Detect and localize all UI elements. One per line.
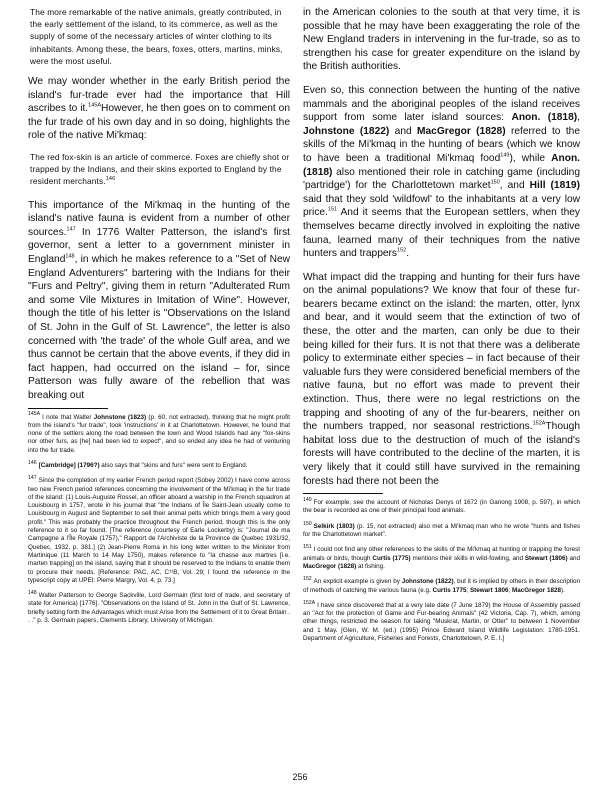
paragraph: in the American colonies to the south at that very time, it is possible that he may have been exaggerating the role of the New England traders in intervening in the fur-trade, so as to strengthen his case for greater expenditure on the island by the British authorities. — [303, 7, 580, 73]
paragraph — [303, 271, 580, 489]
text-span: And it seems that the European settlers, when they themselves became directly involved in exploiting the native fauna, learned many of their techniques from the native hunters and trappers — [303, 207, 580, 260]
footnote-number: 147 — [28, 475, 37, 482]
text-span: An explicit example is given by — [313, 578, 402, 586]
footnote-ref: 149 — [500, 152, 510, 159]
text-span: mentions their skills in wild-fowling, and — [410, 554, 525, 562]
footnote-ref: 151 — [327, 206, 338, 213]
text-span: , and — [499, 180, 530, 192]
footnote-number: 149 — [303, 497, 312, 504]
footnote-146 — [28, 459, 290, 470]
text-span: Walter Patterson to George Sackville, Lord Germain (first lord of trade, and secretary of state for America) [1776]. "Observations on the Island of St. John in the Gulf of St. Lawrence, briefly setting forth the Advantages which must Arise from the Settlement of it to Great Britain . . ." p. 3. Germain papers, Clements Library, University of Michigan. — [28, 592, 290, 625]
paragraph — [303, 84, 580, 261]
footnote-number: 152A — [303, 599, 316, 606]
text-span: I could not find any other references to the skills of the Mi'kmaq at hunting or trapping the forest animals or birds, though — [303, 546, 580, 562]
footnote-150 — [303, 520, 580, 540]
footnote-149 — [303, 499, 580, 516]
text-span: , but it is implied by others in their description of methods of catching the various fauna (e.g. — [303, 578, 580, 594]
page-number: 256 — [292, 772, 308, 782]
footnote-ref: 146 — [105, 176, 116, 183]
citation: Johnstone (1822) — [303, 125, 390, 137]
citation: MacGregor (1828) — [417, 125, 506, 137]
footnote-ref: 152 — [397, 247, 407, 254]
footnote-ref: 150 — [490, 179, 500, 186]
footnote-divider — [28, 408, 108, 409]
text-span: , — [577, 112, 580, 124]
block-quote — [30, 151, 290, 188]
footnote-number: 148 — [28, 590, 37, 597]
text-span: In 1776 Walter Patterson, the island's first governor, sent a letter to a government minister in England — [28, 226, 290, 265]
text-span: ). — [561, 586, 565, 594]
footnote-145a — [28, 411, 290, 455]
text-span: said that they sold 'wildfowl' to the inhabitants at a very low price. — [303, 193, 580, 219]
right-column — [303, 6, 580, 643]
text-span: and — [389, 125, 418, 137]
text-span: What impact did the trapping and hunting for their furs have on the animal populations? We know that four of these fur-bearers became extinct on the island: the marten, otter, lynx and bear, and it would seem that the extinction of two of these, the otter and the marten, can only be due to their being killed for their furs. It is not that there was a deliberate policy to exterminate either species – in fact because of their valuable furs they were considered beneficial members of the native fauna, but no effort was made to prevent their extinction. Thus, there were no legal restrictions on the trapping and shooting of any of the fur-bearers, neither on the numbers trapped, nor seasonal restrictions. — [303, 271, 580, 433]
left-column — [28, 6, 290, 625]
citation: Curtis (1775) — [372, 554, 411, 562]
footnote-ref: 152A — [532, 420, 546, 427]
citation: Johnstone (1822) — [401, 578, 454, 586]
footnote-152a — [303, 599, 580, 643]
footnote-divider — [303, 493, 383, 494]
footnote-ref: 147 — [66, 226, 76, 233]
text-span: referred to the skills of the Mi'kmaq in the hunting of bears (which we know to have been a traditional Mi'kmaq food — [303, 125, 580, 164]
footnote-151 — [303, 546, 580, 571]
footnote-number: 151 — [303, 544, 312, 551]
text-span: This importance of the Mi'kmaq in the hunting of the island's native fauna is evident from a number of other sources. — [28, 199, 290, 238]
text-span: at fishing. — [356, 562, 385, 570]
text-span: ), while — [509, 152, 552, 164]
text-span: also mentioned their role in catching game (including 'partridge') for the Charlottetown market — [303, 166, 580, 192]
block-quote: The more remarkable of the native animals, greatly contributed, in the early settlement of the island, to its commerce, as well as the supply of some of the necessary articles of winter clothing to its inhabitants. Among these, the bears, foxes, otters, martins, minks, were the most useful. — [30, 7, 283, 66]
citation: [Cambridge] (1796?) — [38, 461, 100, 469]
footnote-number: 146 — [28, 459, 37, 466]
text-span: The red fox-skin is an article of commerce. Foxes are chiefly shot or trapped by the Indians, and their skins exported to England by the resident merchants. — [30, 151, 290, 187]
text-span: We may wonder whether in the early British period the island's fur-trade ever had the importance that Hill ascribes to it. — [28, 76, 290, 115]
footnote-number: 152 — [303, 576, 312, 583]
text-span: I note that Walter — [42, 413, 94, 421]
text-span: Even so, this connection between the hunting of the native mammals and the aboriginal peoples of the island receives support from some later island sources: — [303, 84, 580, 124]
citation: MacGregor (1828) — [303, 562, 357, 570]
text-span: (p. 15, not extracted) also met a Mi'kmaq man who he wrote "hunts and fishes for the Charlottetown market". — [303, 522, 580, 539]
footnote-number: 145A — [28, 411, 41, 418]
footnote-147 — [28, 477, 290, 585]
footnote-ref: 148 — [65, 253, 75, 260]
text-span: I have since discovered that at a very late date (7 June 1879) the House of Assembly passed an "Act for the protection of Game and Fur-bearing Animals" (42 Victoria, Cap. 7), which, among other things, restricted the season for taking "Muskrat, Martin, or Otter" to between 1 November and 1 May. [Glen, W. M. (ed.) (1995) Prince Edward Island Wildlife Legislation: 1780-1951. Department of Agriculture, Fisheries and Forests, Charlottetown, P. E. I.] — [303, 601, 580, 643]
text-span: For example, see the account of Nicholas Denys of 1672 (in Ganong 1908, p. 597), in which the bear is recorded as one of their principal food animals. — [303, 499, 580, 515]
text-span: ; — [508, 586, 512, 594]
text-span: However, he then goes on to comment on the fur trade of his own day and in so doing, highlights the role of the native Mi'kmaq: — [28, 103, 290, 142]
text-span: and — [567, 554, 580, 562]
paragraph — [28, 75, 290, 143]
citation: Johnstone (1823) — [93, 413, 147, 421]
citation: Stewart 1806 — [469, 586, 509, 594]
citation: Anon. (1818) — [511, 112, 578, 124]
text-span: (p. 60, not extracted), thinking that he might profit from the island's "fur trade", took 'instructions' in it at Charlottetown. However, he found that none of the settlers along the road between the town and Wood Islands had any "fox-skins nor other furs, as [he] had been led to expect", and so ended any idea he had of venturing into the fur trade. — [28, 413, 290, 454]
footnote-148 — [28, 592, 290, 625]
text-span: ; — [466, 586, 470, 594]
citation: Anon. (1818) — [303, 152, 580, 178]
footnote-number: 150 — [303, 520, 312, 527]
text-span: . — [406, 248, 410, 260]
text-span: Though habitat loss due to the destruction of much of the island's forests will have contributed to the decline of the marten, it is very likely that it could still have survived in the remaining forests had there not been the — [303, 421, 580, 487]
paragraph — [28, 199, 290, 403]
footnote-152 — [303, 578, 580, 595]
citation: Selkirk (1803) — [313, 522, 355, 530]
citation: Curtis 1775 — [432, 586, 467, 594]
citation: Stewart (1806) — [524, 554, 568, 562]
text-span: Since the completion of my earlier French period report (Sobey 2002) I have come across two new French period references concerning the involvement of the Mi'kmaq in the fur trade of the island: (1) Louis-Auguste Rossel, an officer aboard a warship in the French squadron at Louisbourg in 1757, wrote in his journal that "the Indians of Île Saint-Jean usually come to Louisbourg in August and September to sell their animal pelts which brings them a very good profit." This was probably the practice throughout the French period, though this is the only reference to it so far found. [The reference (courtesy of Earle Lockerby) is: "Journal de ma Campagne a l'Île Royale (1757)," Rapport de l'Archiviste de la Province de Quebec 1931/32, Quebec, 1932, p. 381.] (2) Jean-Pierre Roma in his long letter written to the Minister from Martinique (11 March to 14 May 1750), makes reference to "la chasse aux martres [i.e. marten trapping] on the island, saying that it should be reserved to the Indians to enable them to procure their needs. [Reference: PAC, AC, C¹¹B, Vol. 29; I found the reference in the typescript copy at UPEI: Pierre Margry, Vol. 4, p. 73.] — [28, 477, 290, 584]
footnote-ref: 145A — [88, 102, 101, 109]
text-span: also says that "skins and furs" were sent to England. — [99, 461, 248, 469]
citation: MacGregor 1828 — [511, 586, 561, 594]
citation: Hill (1819) — [529, 180, 580, 192]
text-span: , in which he makes reference to a "Set of New England Adventurers" bartering with the Indians for their "Furs and Peltry", giving them in return "Adulterated Rum and some Vile Mixtures in Imitation of Wine". However, though the title of his letter is "Observations on the Island of St. John in the Gulf of St. Lawrence", the letter is also concerned with 'the trade' of the whole Gulf area, and we thus cannot be certain that the above events, if they did in fact happen, had occurred on the island – for, since Patterson was fully aware of the rebellion that was breaking out — [28, 253, 290, 401]
